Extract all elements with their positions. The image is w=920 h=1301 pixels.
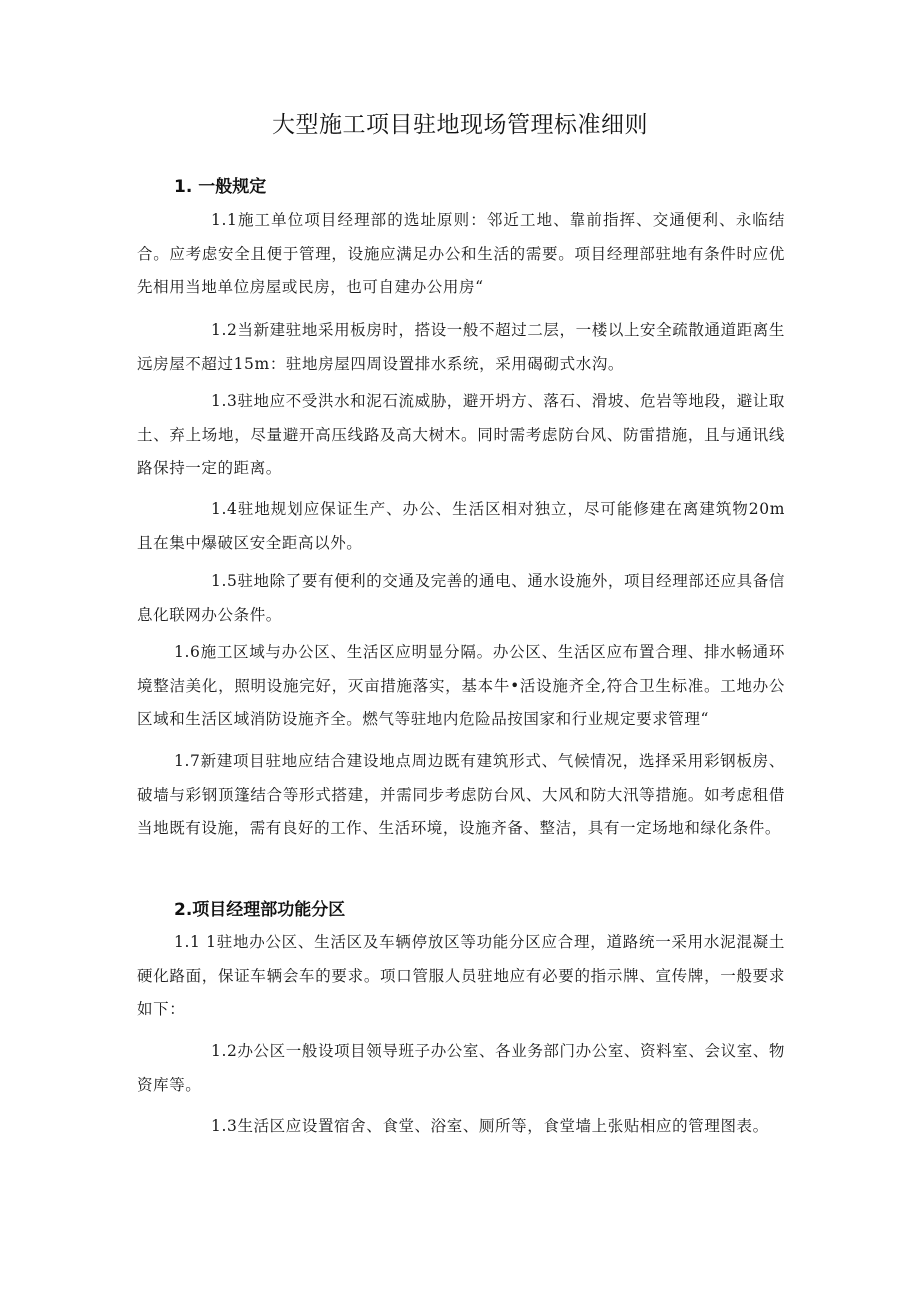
section-2-heading: 2.项目经理部功能分区 (174, 900, 346, 920)
paragraph-text: 施工单位项目经理部的选址原则：邻近工地、靠前指挥、交通便利、永临结合。应考虑安全且便于管理，设施应满足办公和生活的需要。项目经理部驻地有条件时应优先相用当地单位房屋或民房，也可自建办公用房“ (137, 211, 785, 296)
paragraph-number: 1.2 (211, 321, 238, 339)
paragraph-number: 1.3 (211, 392, 238, 410)
paragraph-number: 1.1 (211, 211, 238, 229)
paragraph-text: 1.1 1驻地办公区、生活区及车辆停放区等功能分区应合理，道路统一采用水泥混凝土硬化路面，保证车辆会车的要求。项口管服人员驻地应有必要的指示牌、宣传牌，一般要求如下： (137, 933, 785, 1018)
paragraph-text: 1.7新建项目驻地应结合建设地点周边既有建筑形式、气候情况，选择采用彩钢板房、破墙与彩钢顶篷结合等形式搭建，并需同步考虑防台风、大风和防大汛等措施。如考虑租借当地既有设施，需有良好的工作、生活环境，设施齐备、整洁，具有一定场地和绿化条件。 (137, 752, 785, 837)
paragraph-number: 1.5 (211, 572, 238, 590)
document-title: 大型施工项目驻地现场管理标准细则 (272, 112, 648, 138)
paragraph-text: 驻地除了要有便利的交通及完善的通电、通水设施外，项目经理部还应具备信息化联网办公条件。 (137, 572, 785, 624)
paragraph-text: 驻地应不受洪水和泥石流威胁，避开坍方、落石、滑坡、危岩等地段，避让取土、弃上场地，尽量避开高压线路及高大树木。同时需考虑防台风、防雷措施，且与通讯线路保持一定的距离。 (137, 392, 785, 477)
paragraph-text: 1.6施工区域与办公区、生活区应明显分隔。办公区、生活区应布置合理、排水畅通环境整洁美化，照明设施完好，灭亩措施落实，基本牛•活设施齐全,符合卫生标准。工地办公区域和生活区域消防设施齐全。燃气等驻地内危险品按国家和行业规定要求管理“ (137, 643, 785, 728)
paragraph-1-6 (137, 636, 785, 737)
paragraph-1-1 (137, 204, 785, 305)
section-1-heading: 1. 一般规定 (174, 177, 267, 197)
paragraph-1-7 (137, 745, 785, 846)
paragraph-1-2 (137, 314, 785, 381)
paragraph-2-2 (137, 1035, 785, 1102)
paragraph-text: 驻地规划应保证生产、办公、生活区相对独立，尽可能修建在离建筑物20m且在集中爆破区安全距高以外。 (137, 500, 785, 552)
paragraph-2-3 (137, 1110, 785, 1144)
paragraph-1-5 (137, 565, 785, 632)
paragraph-2-1 (137, 926, 785, 1027)
paragraph-number: 1.4 (211, 500, 238, 518)
paragraph-text: 当新建驻地采用板房时，搭设一般不超过二层，一楼以上安全疏散通道距离生远房屋不超过15m：驻地房屋四周设置排水系统，采用碣砌式水沟。 (137, 321, 785, 373)
paragraph-text: 办公区一般设项目领导班子办公室、各业务部门办公室、资料室、会议室、物资库等。 (137, 1042, 785, 1094)
paragraph-number: 1.2 (211, 1042, 238, 1060)
paragraph-1-3 (137, 385, 785, 486)
paragraph-1-4 (137, 493, 785, 560)
paragraph-text: 生活区应设置宿舍、食堂、浴室、厕所等，食堂墙上张贴相应的管理图表。 (237, 1117, 769, 1135)
paragraph-number: 1.3 (211, 1117, 238, 1135)
